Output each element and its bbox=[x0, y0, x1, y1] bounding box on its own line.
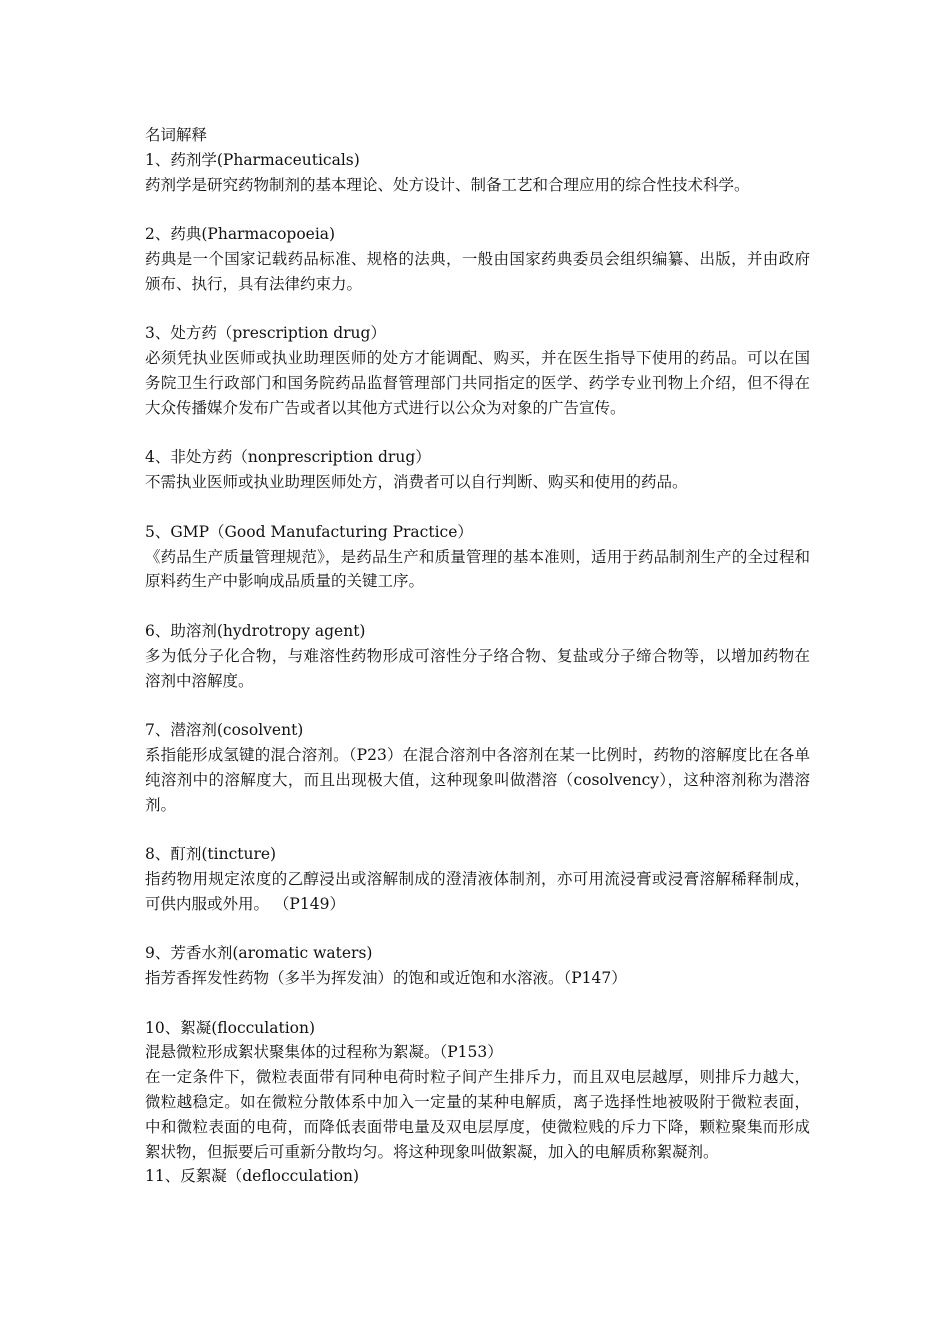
entry-title: 3、处方药（prescription drug） bbox=[145, 324, 386, 343]
entry-body: 多为低分子化合物，与难溶性药物形成可溶性分子络合物、复盐或分子缔合物等，以增加药物在溶剂中溶解度。 bbox=[145, 646, 810, 690]
entry-body: 在一定条件下，微粒表面带有同种电荷时粒子间产生排斥力，而且双电层越厚，则排斥力越大，微粒越稳定。如在微粒分散体系中加入一定量的某种电解质，离子选择性地被吸附于微粒表面，中和微粒表面的电荷，而降低表面带电量及双电层厚度，使微粒贱的斥力下降，颗粒聚集而形成絮状物，但振要后可重新分散均匀。将这种现象叫做絮凝，加入的电解质称絮凝剂。 bbox=[145, 1068, 810, 1161]
blank-line bbox=[145, 495, 810, 520]
entry-body: 不需执业医师或执业助理医师处方，消费者可以自行判断、购买和使用的药品。 bbox=[145, 473, 688, 492]
entry-body: 药典是一个国家记载药品标准、规格的法典，一般由国家药典委员会组织编纂、出版，并由政府颁布、执行，具有法律约束力。 bbox=[145, 249, 810, 293]
entry-body: 《药品生产质量管理规范》，是药品生产和质量管理的基本准则，适用于药品制剂生产的全过程和原料药生产中影响成品质量的关键工序。 bbox=[145, 547, 810, 591]
entry-title: 1、药剂学(Pharmaceuticals) bbox=[145, 150, 360, 169]
entry-title: 4、非处方药（nonprescription drug） bbox=[145, 448, 431, 467]
blank-line bbox=[145, 917, 810, 942]
entry-title: 2、药典(Pharmacopoeia) bbox=[145, 225, 336, 244]
entry-body: 系指能形成氢键的混合溶剂。（P23）在混合溶剂中各溶剂在某一比例时，药物的溶解度比在各单纯溶剂中的溶解度大，而且出现极大值，这种现象叫做潜溶（cosolvency），这种溶剂称为潜溶剂。 bbox=[145, 745, 810, 814]
entry-body: 药剂学是研究药物制剂的基本理论、处方设计、制备工艺和合理应用的综合性技术科学。 bbox=[145, 175, 750, 194]
entry-body: 必须凭执业医师或执业助理医师的处方才能调配、购买，并在医生指导下使用的药品。可以在国务院卫生行政部门和国务院药品监督管理部门共同指定的医学、药学专业刊物上介绍，但不得在大众传播媒介发布广告或者以其他方式进行以公众为对象的广告宣传。 bbox=[145, 349, 810, 417]
entry-body: 指药物用规定浓度的乙醇浸出或溶解制成的澄清液体制剂，亦可用流浸膏或浸膏溶解稀释制成，可供内服或外用。 （P149） bbox=[145, 869, 810, 913]
entry-body: 混悬微粒形成絮状聚集体的过程称为絮凝。（P153） bbox=[145, 1043, 503, 1062]
blank-line bbox=[145, 197, 810, 222]
blank-line bbox=[145, 991, 810, 1016]
document-content bbox=[145, 123, 810, 1189]
entry-title: 9、芳香水剂(aromatic waters) bbox=[145, 944, 373, 963]
blank-line bbox=[145, 421, 810, 446]
blank-line bbox=[145, 693, 810, 718]
entry-title: 8、酊剂(tincture) bbox=[145, 845, 277, 864]
blank-line bbox=[145, 817, 810, 842]
entry-title: 5、GMP（Good Manufacturing Practice） bbox=[145, 522, 473, 541]
entry-title: 6、助溶剂(hydrotropy agent) bbox=[145, 621, 366, 640]
entry-title: 11、反絮凝（deflocculation) bbox=[145, 1167, 360, 1186]
blank-line bbox=[145, 297, 810, 322]
entry-title: 7、潜溶剂(cosolvent) bbox=[145, 721, 304, 740]
entry-body: 指芳香挥发性药物（多半为挥发油）的饱和或近饱和水溶液。（P147） bbox=[145, 969, 627, 988]
blank-line bbox=[145, 594, 810, 619]
document-heading: 名词解释 bbox=[145, 126, 208, 144]
entry-title: 10、絮凝(flocculation) bbox=[145, 1018, 316, 1037]
